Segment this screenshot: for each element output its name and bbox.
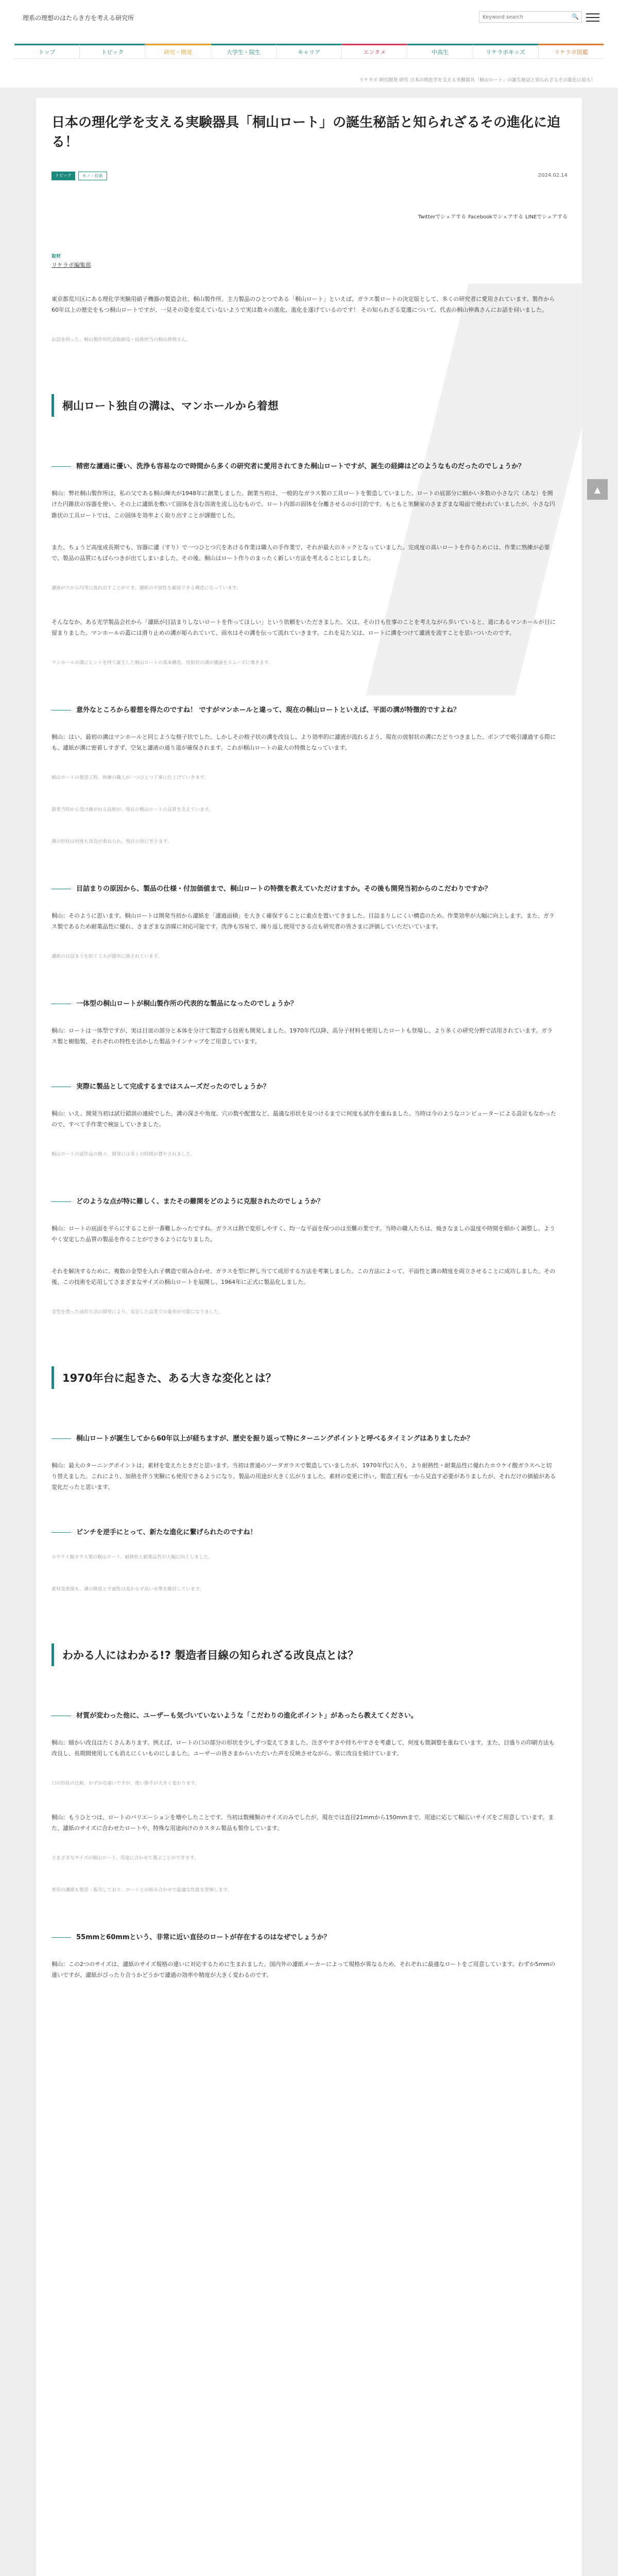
- nav-item[interactable]: エンタメ: [342, 44, 407, 58]
- section-heading: わかる人にはわかる!? 製造者目線の知られざる改良点とは？: [52, 1643, 566, 1666]
- breadcrumb: リケラボ 研究開発 研究 日本の理化学を支える実験器具「桐山ロート」の誕生秘話と知られざるその進化に迫る！: [359, 78, 595, 83]
- question-heading: どのような点が特に難しく、またその難関をどのように克服されたのでしょうか？: [52, 1196, 556, 1207]
- share-buttons: [418, 212, 568, 220]
- post-date: 2024.02.14: [538, 173, 568, 178]
- image-caption: 濾紙の目詰まりを防ぐ工夫が随所に施されています。: [52, 954, 163, 959]
- tag-mono-gijutsu[interactable]: モノ・技術: [78, 172, 107, 180]
- nav-item[interactable]: トップ: [14, 44, 80, 58]
- image-caption: 濾液が穴から均等に流れ出すことができ、濾紙の平面性を確保できる構造になっています。: [52, 585, 241, 591]
- question-heading: 一体型の桐山ロートが桐山製作所の代表的な製品になったのでしょうか？: [52, 998, 556, 1009]
- image-caption: 桐山ロートの試作品の数々。開発には多くの時間が費やされました。: [52, 1151, 196, 1157]
- hamburger-menu-icon[interactable]: [586, 13, 599, 23]
- image-caption: 金型を使った成形方法の開発により、安定した品質での量産が可能になりました。: [52, 1309, 224, 1315]
- image-caption: 専用の濾紙も製造・販売しており、ロートとの組み合わせで最適な性能を発揮します。: [52, 1888, 232, 1893]
- search-input[interactable]: [479, 12, 567, 22]
- search-icon[interactable]: 🔍: [572, 13, 579, 20]
- article-title: 日本の理化学を支える実験器具「桐山ロート」の誕生秘話と知られざるその進化に迫る！: [52, 115, 561, 150]
- nav-item[interactable]: 大学生・院生: [211, 44, 277, 58]
- site-tagline[interactable]: 理系の理想のはたらき方を考える研究所: [23, 14, 134, 22]
- body-paragraph: そんななか、ある光学製品会社から「濾紙が目詰まりしないロートを作ってほしい」という依頼をいただきました。父は、その日も仕事のことを考えながら歩いていると、道にあるマンホールが目に留まりました。マンホールの蓋には滑り止めの溝が彫られていて、雨水はその溝を伝って流れていきます。これを見た父は、ロートに溝をつけて濾液を流すことを思いついたのです。: [52, 618, 556, 636]
- body-paragraph: 桐山：ロートは一体型ですが、実は目皿の部分と本体を分けて製造する技術も開発しました。1970年代以降、高分子材料を使用したロートも登場し、より多くの研究分野で活用されています。ガラス製と樹脂製、それぞれの特性を活かした製品ラインナップをご用意しています。: [52, 1027, 553, 1045]
- question-heading: 精密な濾過に優い、洗浄も容易なので時間から多くの研究者に愛用されてきた桐山ロートですが、誕生の経緯はどのようなものだったのでしょうか？: [52, 461, 556, 472]
- image-caption: 溝の形状は何度も改良が重ねられ、現在の形に至ります。: [52, 839, 172, 844]
- twitter-share-button[interactable]: Twitterでシェアする: [418, 214, 467, 220]
- facebook-share-button[interactable]: Facebookでシェアする: [468, 214, 523, 220]
- image-caption: さまざまなサイズの桐山ロート。用途に合わせて選ぶことができます。: [52, 1856, 199, 1861]
- nav-item[interactable]: 研究・開発: [145, 44, 211, 58]
- page-top-button[interactable]: ▲: [587, 479, 608, 500]
- body-paragraph: 桐山：最大のターニングポイントは、素材を変えたときだと思います。当初は普通のソーダガラスで製造していましたが、1970年代に入り、より耐熱性・耐薬品性に優れたホウケイ酸ガラスへと切り替えました。これにより、加熱を伴う実験にも使用できるようになり、製品の用途が大きく広がりました。素材の変更に伴い、製造工程も一から見直す必要がありましたが、それだけの価値がある変化だったと思います。: [52, 1462, 556, 1491]
- question-heading: 目詰まりの原因から、製品の仕様・付加価値まで、桐山ロートの特徴を教えていただけますか。その後も開発当初からのこだわりですか？: [52, 884, 556, 894]
- nav-item[interactable]: リケラボ図鑑: [539, 44, 604, 58]
- nav-item[interactable]: 中高生: [407, 44, 473, 58]
- author-block: [52, 252, 91, 269]
- image-caption: マンホールの溝にヒントを得て誕生した桐山ロートの基本構造。放射状の溝が濾液をスムーズに導きます。: [52, 660, 273, 666]
- image-caption: 桐山ロートの製造工程。熟練の職人が一つひとつ丁寧に仕上げていきます。: [52, 775, 209, 781]
- line-share-button[interactable]: LINEでシェアする: [525, 214, 568, 220]
- body-paragraph: 桐山：もうひとつは、ロートのバリエーションを増やしたことです。当初は数種類のサイズのみでしたが、現在では直径21mmから150mmまで、用途に応じて幅広いサイズをご用意しています。また、濾紙のサイズに合わせたロートや、特殊な用途向けのカスタム製品も製作しています。: [52, 1814, 554, 1832]
- image-caption: お話を伺った、桐山製作所代表取締役・技術担当の桐山伸典さん。: [52, 337, 191, 343]
- body-paragraph: 桐山：弊社桐山製作所は、私の父である桐山輝夫が1948年に創業しました。創業当初は、一般的なガラス製の工具ロートを製造していました。ロートの底部分に細かい多数の小さな穴（あな）を開けた円錐状の容器を使い、その上に濾紙を敷いて固体を含む溶液を流し込むもので、ロート内部の固体を分離させるのが目的です。もともと実験室のさまざまな場面で使われていましたが、小さな円錐状の工具ロートでは、この固体を効率よく取り出すことが課題でした。: [52, 490, 555, 519]
- section-heading: 桐山ロート独自の溝は、マンホールから着想: [52, 394, 566, 417]
- search-box[interactable]: [479, 11, 582, 23]
- body-paragraph: それを解決するために、複数の金型を入れ子構造で組み合わせ、ガラスを型に押し当てて成形する方法を考案しました。この方法によって、平面性と溝の精度を両立させることに成功しました。その後、この技術を応用してさまざまなサイズの桐山ロートを展開し、1964年に正式に製品化しました。: [52, 1267, 556, 1285]
- author-label: 取材: [52, 254, 61, 259]
- nav-item[interactable]: リケラボキッズ: [473, 44, 539, 58]
- site-header: [0, 0, 618, 41]
- image-caption: ホウケイ酸ガラス製の桐山ロート。耐熱性と耐薬品性が大幅に向上しました。: [52, 1555, 213, 1560]
- body-paragraph: また、ちょうど高度成長期でも、容器に濾（すり）で一つひとつ穴をあける作業は職人の手作業で、それが最大のネックとなっていました。完成度の高いロートを作るためには、作業に熟練が必要で、製品の品質にもばらつきが出てしまいました。その後、桐山はロート作りのまったく新しい方法を考えることにしました。: [52, 544, 550, 562]
- global-nav: [14, 43, 604, 59]
- question-heading: 実際に製品として完成するまではスムーズだったのでしょうか？: [52, 1081, 556, 1092]
- article-card: [36, 98, 582, 2576]
- nav-item[interactable]: トピック: [80, 44, 145, 58]
- author-link[interactable]: リケラボ編集部: [52, 262, 91, 268]
- question-heading: 材質が変わった他に、ユーザーも気づいていないような「こだわりの進化ポイント」があったら教えてください。: [52, 1710, 556, 1721]
- tag-list: [52, 172, 107, 180]
- question-heading: 意外なところから着想を得たのですね！ ですがマンホールと違って、現在の桐山ロートといえば、平面の溝が特徴的ですよね？: [52, 705, 556, 716]
- section-heading: 1970年台に起きた、ある大きな変化とは？: [52, 1366, 566, 1389]
- question-heading: 55mmと60mmという、非常に近い直径のロートが存在するのはなぜでしょうか？: [52, 1932, 556, 1943]
- body-paragraph: 桐山：そのように思います。桐山ロートは開発当初から濾紙を「濾過面積」を大きく確保することに重点を置いてきました。目詰まりしにくい構造のため、作業効率が大幅に向上します。また、ガラス製であるため耐薬品性に優れ、さまざまな溶媒に対応可能です。洗浄も容易で、繰り返し使用できる点も研究者の皆さまに評価していただいています。: [52, 912, 555, 930]
- question-heading: ピンチを逆手にとって、新たな進化に繋げられたのですね！: [52, 1527, 556, 1538]
- body-paragraph: 桐山：いえ、開発当初は試行錯誤の連続でした。溝の深さや角度、穴の数や配置など、最適な形状を見つけるまでに何度も試作を重ねました。当時は今のようなコンピューターによる設計もなかったので、すべて手作業で検証していきました。: [52, 1110, 556, 1128]
- body-paragraph: 桐山：細かい改良はたくさんあります。例えば、ロートの口の部分の形状を少しずつ変えてきました。注ぎやすさや持ちやすさを考慮して、何度も微調整を重ねています。また、目盛りの印刷方法も改良し、長期間使用しても消えにくいものにしました。ユーザーの皆さまからいただいた声を反映させながら、常に改良を続けています。: [52, 1739, 555, 1757]
- body-paragraph: 桐山：はい、最初の溝はマンホールと同じような格子状でした。しかしその格子状の溝を改良し、より効率的に濾液が流れるよう、現在の放射状の溝にたどりつきました。ポンプで吸引濾過する際にも、濾紙が溝に密着しすぎず、空気と濾液の通り道が確保されます。これが桐山ロートの最大の特徴となっています。: [52, 733, 556, 751]
- tag-topic[interactable]: トピック: [52, 172, 75, 180]
- image-caption: 創業当時から受け継がれる技術が、現在の桐山ロートの品質を支えています。: [52, 807, 214, 812]
- image-caption: 素材変更後も、溝の精度と平面性は変わらず高い水準を維持しています。: [52, 1587, 204, 1592]
- question-heading: 桐山ロートが誕生してから60年以上が経ちますが、歴史を振り返って特にターニングポイントと呼べるタイミングはありましたか？: [52, 1433, 556, 1444]
- body-paragraph: 桐山：この2つのサイズは、濾紙のサイズ規格の違いに対応するために生まれました。国内外の濾紙メーカーによって規格が異なるため、それぞれに最適なロートをご用意しています。わずか5mmの違いですが、濾紙がぴったり合うかどうかで濾過の効率や精度が大きく変わるのです。: [52, 1961, 556, 1979]
- body-paragraph: 東京都荒川区にある理化学実験用硝子機器の製造会社、桐山製作所。主力製品のひとつである「桐山ロート」といえば、ガラス製ロートの決定版として、多くの研究者に愛用されています。製作から60年以上の歴史をもつ桐山ロートですが、一見その姿を変えていないようで実は数々の進化、進化を遂げているのです！ その知られざる変遷について、代表の桐山伸典さんにお話を伺いました。: [52, 296, 555, 314]
- body-paragraph: 桐山：ロートの底面を平らにすることが一番難しかったですね。ガラスは熱で変形しやすく、均一な平面を保つのは至難の業です。当時の職人たちは、焼きなましの温度や時間を細かく調整し、ようやく安定した品質の製品を作ることができるようになりました。: [52, 1225, 555, 1243]
- nav-item[interactable]: キャリア: [277, 44, 342, 58]
- image-caption: 口の形状の比較。わずかな違いですが、使い勝手が大きく変わります。: [52, 1781, 200, 1786]
